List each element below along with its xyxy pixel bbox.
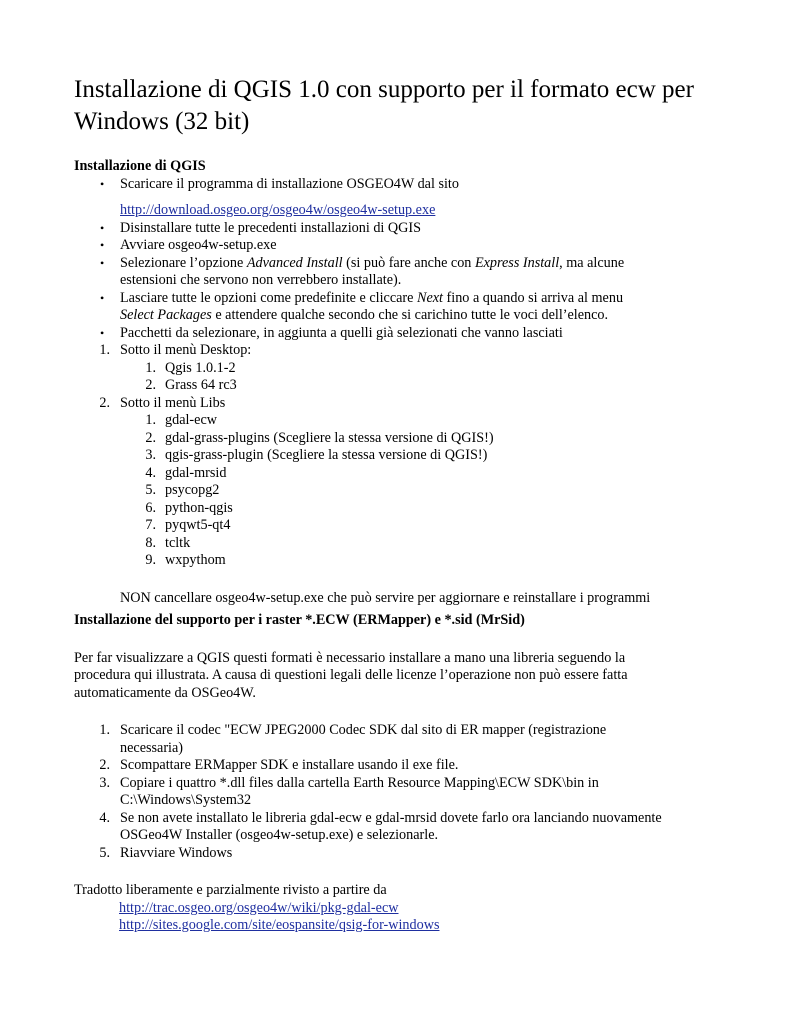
- list-item: 2. Scompattare ERMapper SDK e installare usando il exe file.: [99, 757, 459, 773]
- bullet-icon: •: [100, 220, 105, 235]
- page-title: [74, 74, 724, 138]
- package-item: 7. pyqwt5-qt4: [145, 517, 231, 533]
- package-item: 6. python-qgis: [145, 499, 233, 516]
- download-link[interactable]: http://download.osgeo.org/osgeo4w/osgeo4w-setup.exe: [120, 202, 436, 218]
- document-page: [74, 74, 724, 935]
- list-item: • Avviare osgeo4w-setup.exe: [100, 237, 277, 253]
- list-item: • Lasciare tutte le opzioni come predefinite e cliccare Next fino a quando si arriva al menu Select Packages e attendere qualche secondo che si carichino tutte le voci dell’elenco.: [100, 289, 624, 323]
- package-item: 2. Grass 64 rc3: [145, 377, 237, 393]
- list-item: • Scaricare il programma di installazione OSGEO4W dal sito: [100, 175, 459, 192]
- package-item: 4. gdal-mrsid: [145, 464, 227, 481]
- list-item: 3. Copiare i quattro *.dll files dalla cartella Earth Resource Mapping\ECW SDK\bin in C:\Windows\System32: [99, 774, 599, 808]
- list-item: [74, 202, 724, 220]
- package-item: 3. qgis-grass-plugin (Scegliere la stessa versione di QGIS!): [145, 447, 488, 463]
- bullet-icon: •: [100, 238, 105, 252]
- bullet-icon: •: [100, 176, 105, 191]
- menu-desktop: 1. Sotto il menù Desktop:: [99, 342, 252, 358]
- list-item: 5. Riavviare Windows: [99, 844, 233, 861]
- warning-note: NON cancellare osgeo4w-setup.exe che può servire per aggiornare e reinstallare i programmi: [120, 589, 651, 606]
- package-item: 5. psycopg2: [145, 482, 220, 498]
- package-item: 1. gdal-ecw: [145, 412, 217, 428]
- package-item: 2. gdal-grass-plugins (Scegliere la stessa versione di QGIS!): [145, 429, 494, 446]
- package-item: 8. tcltk: [145, 534, 191, 551]
- section-heading-qgis: Installazione di QGIS: [74, 158, 206, 174]
- title-line-1: Installazione di QGIS 1.0 con supporto per il formato ecw per: [74, 76, 694, 103]
- credits-text: Tradotto liberamente e parzialmente rivisto a partire da: [74, 882, 387, 898]
- bullet-icon: •: [100, 325, 105, 340]
- bullet-icon: •: [100, 290, 105, 305]
- list-item: 1. Scaricare il codec "ECW JPEG2000 Codec SDK dal sito di ER mapper (registrazione necessaria): [99, 722, 607, 756]
- menu-libs: 2. Sotto il menù Libs: [99, 394, 226, 411]
- list-item: 4. Se non avete installato le libreria gdal-ecw e gdal-mrsid dovete farlo ora lanciando nuovamente OSGeo4W Installer (osgeo4w-setup.exe) e selezionarle.: [99, 809, 662, 843]
- intro-paragraph: Per far visualizzare a QGIS questi formati è necessario installare a mano una libreria seguendo la procedura qui illustrata. A causa di questioni legali delle licenze l’operazione non può essere fatta automaticamente da OSGeo4W.: [74, 649, 628, 701]
- list-item: • Disinstallare tutte le precedenti installazioni di QGIS: [100, 219, 422, 236]
- bullet-list: [74, 176, 724, 343]
- trac-osgeo-link[interactable]: http://trac.osgeo.org/osgeo4w/wiki/pkg-gdal-ecw: [119, 899, 399, 916]
- section-heading-ecw: Installazione del supporto per i raster *.ECW (ERMapper) e *.sid (MrSid): [74, 612, 525, 628]
- bullet-icon: •: [100, 255, 105, 270]
- google-sites-link[interactable]: http://sites.google.com/site/eospansite/qsig-for-windows: [119, 917, 440, 933]
- package-menus: [74, 342, 724, 570]
- package-item: 1. Qgis 1.0.1-2: [145, 359, 236, 376]
- package-item: 9. wxpythom: [145, 552, 226, 568]
- list-item: • Selezionare l’opzione Advanced Install (si può fare anche con Express Install, ma alcune estensioni che servono non verrebbero installate).: [100, 254, 625, 288]
- title-line-2: Windows (32 bit): [74, 108, 250, 135]
- list-item: • Pacchetti da selezionare, in aggiunta a quelli già selezionati che vanno lasciati: [100, 324, 563, 341]
- steps-list: [74, 722, 724, 862]
- source-credits: [74, 882, 724, 935]
